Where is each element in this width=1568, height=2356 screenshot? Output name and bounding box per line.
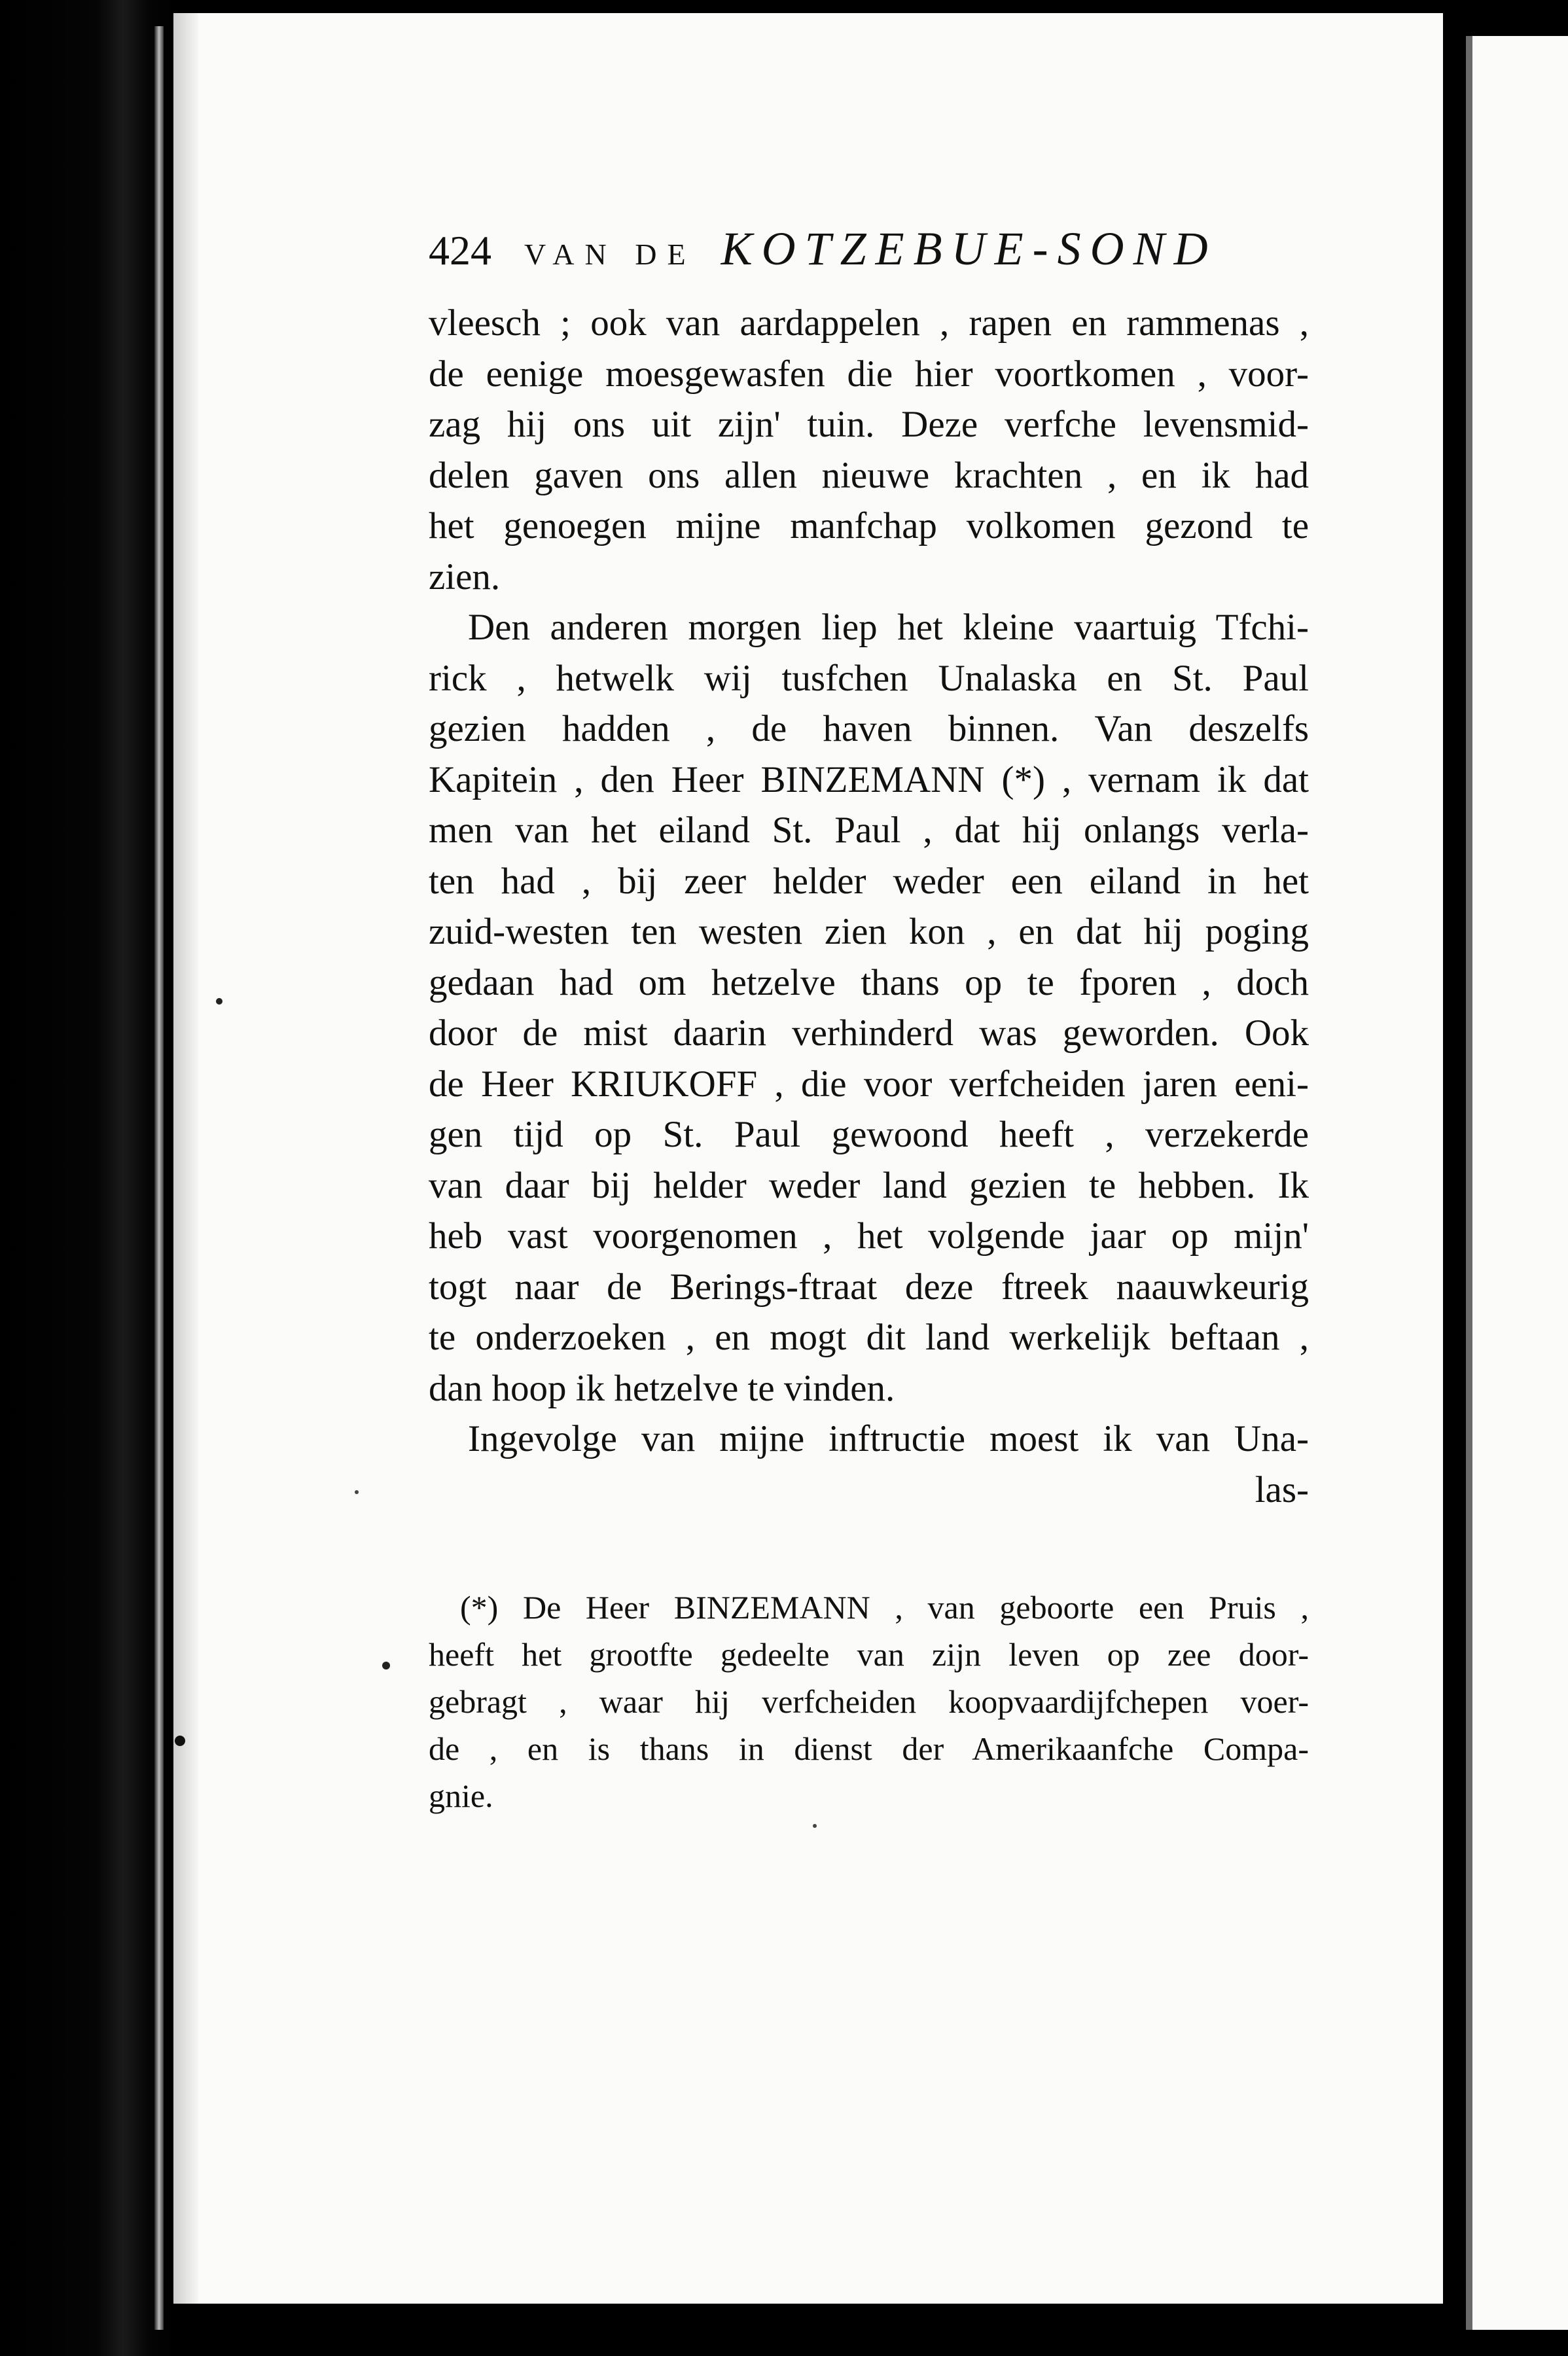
book-spine-shadow: [0, 0, 175, 2356]
body-line: gen tijd op St. Paul gewoond heeft , verzekerde: [429, 1114, 1309, 1155]
body-line: gezien hadden , de haven binnen. Van deszelfs: [429, 708, 1309, 749]
body-line: zien.: [429, 556, 501, 598]
body-line: zuid-westen ten westen zien kon , en dat hij poging: [429, 911, 1309, 952]
page-number: 424: [429, 227, 491, 274]
footnote: [429, 1584, 1309, 1819]
footnote-line: heeft het grootfte gedeelte van zijn leven op zee door-: [429, 1636, 1309, 1673]
body-line: door de mist daarin verhinderd was geworden. Ook: [429, 1012, 1309, 1054]
running-head-prefix: VAN DE: [524, 238, 696, 271]
body-line: de Heer KRIUKOFF , die voor verfcheiden jaren eeni-: [429, 1063, 1309, 1105]
body-line: Ingevolge van mijne inftructie moest ik van Una-: [468, 1418, 1309, 1459]
body-line: togt naar de Berings-ftraat deze ftreek naauwkeurig: [429, 1266, 1309, 1308]
footnote-line: (*) De Heer BINZEMANN , van geboorte een Pruis ,: [460, 1589, 1309, 1626]
body-line: rick , hetwelk wij tusfchen Unalaska en St. Paul: [429, 657, 1309, 699]
body-line: gedaan had om hetzelve thans op te fporen , doch: [429, 961, 1309, 1003]
adjacent-page-edge: [1466, 36, 1568, 2330]
running-head-title: KOTZEBUE-SOND: [721, 223, 1217, 275]
body-line: zag hij ons uit zijn' tuin. Deze verfche levensmid-: [429, 404, 1309, 445]
body-line: men van het eiland St. Paul , dat hij onlangs verla-: [429, 810, 1309, 851]
body-line: te onderzoeken , en mogt dit land werkelijk beftaan ,: [429, 1317, 1309, 1358]
body-line: Kapitein , den Heer BINZEMANN (*) , vernam ik dat: [429, 759, 1309, 800]
body-line: vleesch ; ook van aardappelen , rapen en rammenas ,: [429, 302, 1309, 344]
running-head: [429, 213, 1312, 285]
footnote-line: de , en is thans in dienst der Amerikaanfche Compa-: [429, 1730, 1309, 1767]
footnote-line: gebragt , waar hij verfcheiden koopvaardijfchepen voer-: [429, 1683, 1309, 1720]
body-line: heb vast voorgenomen , het volgende jaar op mijn': [429, 1215, 1309, 1257]
body-line: Den anderen morgen liep het kleine vaartuig Tfchi-: [468, 607, 1309, 648]
body-text: [429, 298, 1309, 1515]
body-line: ten had , bij zeer helder weder een eiland in het: [429, 860, 1309, 902]
footnote-line: gnie.: [429, 1777, 493, 1814]
body-line: de eenige moesgewasfen die hier voortkomen , voor-: [429, 353, 1309, 395]
catchword: las-: [1255, 1469, 1309, 1510]
body-line: dan hoop ik hetzelve te vinden.: [429, 1367, 895, 1409]
page-gutter-edge: [154, 26, 164, 2330]
body-line: delen gaven ons allen nieuwe krachten , en ik had: [429, 454, 1309, 496]
body-line: het genoegen mijne manfchap volkomen gezond te: [429, 505, 1309, 546]
body-line: van daar bij helder weder land gezien te hebben. Ik: [429, 1164, 1309, 1206]
